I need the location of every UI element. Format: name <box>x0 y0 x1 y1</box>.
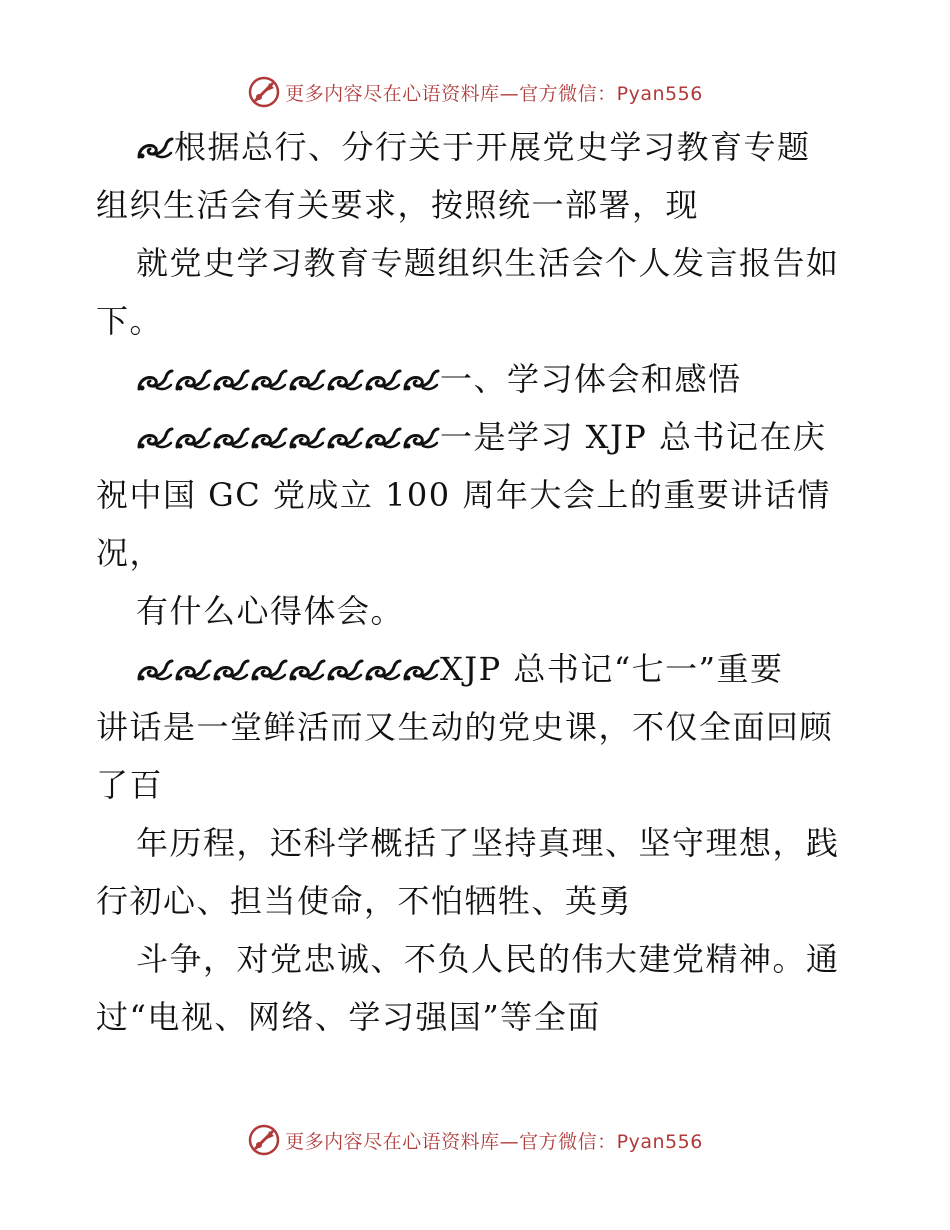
text-line <box>96 118 866 176</box>
flourish-icon <box>326 425 364 451</box>
text-line <box>96 176 866 234</box>
flourish-icon <box>136 367 174 393</box>
text-line <box>96 234 866 292</box>
text-line <box>96 292 866 350</box>
text-line <box>96 582 866 640</box>
flourish-icon <box>212 367 250 393</box>
flourish-icon <box>250 367 288 393</box>
flourish-icon <box>402 367 440 393</box>
line-text: 有什么心得体会。 <box>136 592 405 630</box>
line-text: 祝中国 GC 党成立 100 周年大会上的重要讲话情 <box>96 476 831 514</box>
flourish-icon <box>250 425 288 451</box>
flourish-icon <box>402 425 440 451</box>
line-text: 根据总行、分行关于开展党史学习教育专题 <box>174 128 811 166</box>
text-line <box>96 698 866 756</box>
line-text: 讲话是一堂鲜活而又生动的党史课，不仅全面回顾 <box>96 708 834 746</box>
line-text: 行初心、担当使命，不怕牺牲、英勇 <box>96 882 633 920</box>
text-line <box>96 756 866 814</box>
text-line <box>96 814 866 872</box>
flourish-icon <box>288 425 326 451</box>
flourish-icon <box>212 657 250 683</box>
pen-logo-icon <box>247 75 281 109</box>
text-line <box>96 524 866 582</box>
line-text: 年历程，还科学概括了坚持真理、坚守理想，践 <box>136 824 840 862</box>
flourish-icon <box>174 657 212 683</box>
watermark-header <box>0 72 950 112</box>
pen-logo-icon <box>247 1123 281 1157</box>
flourish-icon <box>326 657 364 683</box>
flourish-icon <box>326 367 364 393</box>
line-text: 组织生活会有关要求，按照统一部署，现 <box>96 186 700 224</box>
flourish-icon <box>136 657 174 683</box>
flourish-icon <box>288 367 326 393</box>
flourish-icon <box>136 135 174 161</box>
flourish-icon <box>364 425 402 451</box>
text-line <box>96 988 866 1046</box>
flourish-icon <box>174 367 212 393</box>
flourish-icon <box>250 657 288 683</box>
line-text: 过“电视、网络、学习强国”等全面 <box>96 998 601 1036</box>
flourish-icon <box>402 657 440 683</box>
line-text: 了百 <box>96 766 164 804</box>
flourish-icon <box>364 367 402 393</box>
watermark-text: 更多内容尽在心语资料库—官方微信：Pyan556 <box>285 82 703 105</box>
text-line <box>96 350 866 408</box>
line-text: 况， <box>96 534 164 572</box>
flourish-icon <box>136 425 174 451</box>
flourish-icon <box>212 425 250 451</box>
flourish-icon <box>364 657 402 683</box>
line-text: 就党史学习教育专题组织生活会个人发言报告如 <box>136 244 840 282</box>
watermark-footer <box>0 1120 950 1160</box>
line-text: 一、学习体会和感悟 <box>440 360 742 398</box>
line-text: XJP 总书记“七一”重要 <box>440 650 784 688</box>
line-text: 下。 <box>96 302 164 340</box>
text-line <box>96 872 866 930</box>
text-line <box>96 930 866 988</box>
text-line <box>96 640 866 698</box>
text-line <box>96 466 866 524</box>
flourish-icon <box>174 425 212 451</box>
line-text: 斗争，对党忠诚、不负人民的伟大建党精神。通 <box>136 940 840 978</box>
line-text: 一是学习 XJP 总书记在庆 <box>440 418 827 456</box>
flourish-icon <box>288 657 326 683</box>
document-body <box>96 118 866 1046</box>
watermark-text: 更多内容尽在心语资料库—官方微信：Pyan556 <box>285 1130 703 1153</box>
text-line <box>96 408 866 466</box>
